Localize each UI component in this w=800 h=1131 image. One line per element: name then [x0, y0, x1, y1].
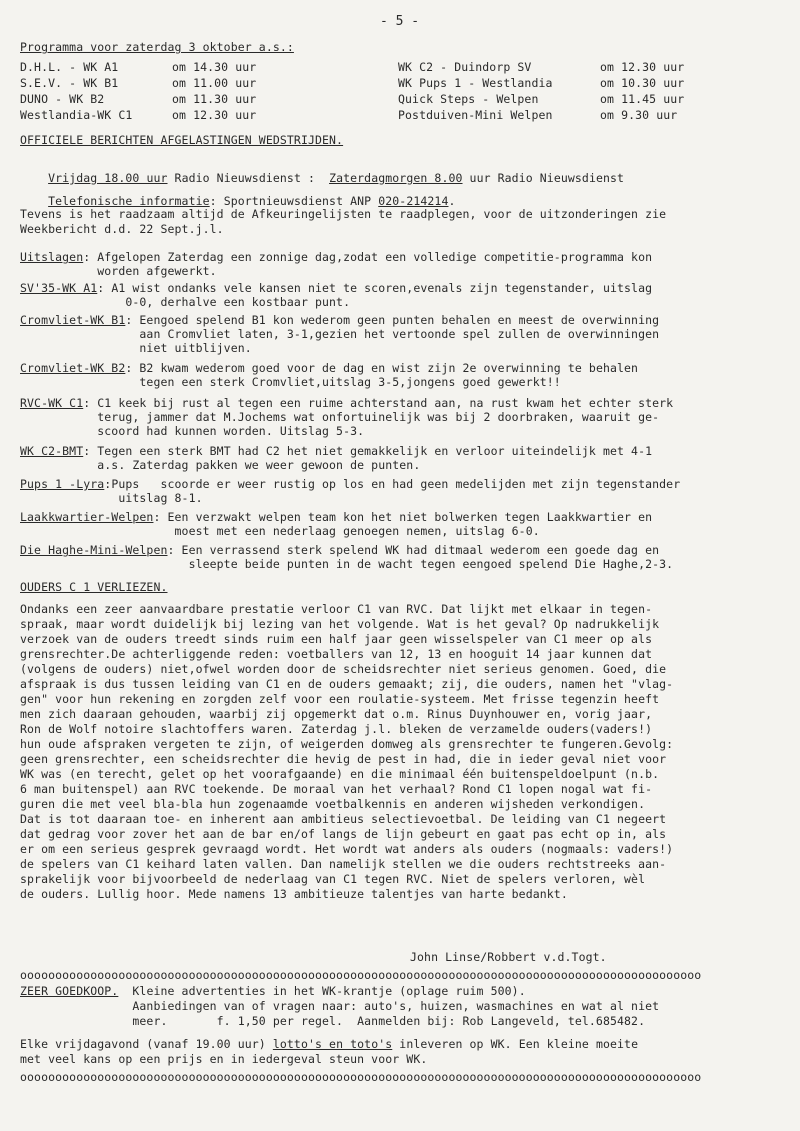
- advert-line: meer. f. 1,50 per regel. Aanmelden bij: Rob Langeveld, tel.685482.: [20, 1014, 646, 1028]
- result-item: [20, 281, 652, 295]
- result-item: [20, 250, 652, 264]
- result-text: : Tegen een sterk BMT had C2 het niet gemakkelijk en verloor uiteindelijk met 4-1: [83, 444, 653, 458]
- result-text: a.s. Zaterdag pakken we weer gewoon de punten.: [20, 458, 421, 472]
- article-line: de ouders. Lullig hoor. Mede namens 13 ambitieuze talentjes van harte bedankt.: [20, 887, 568, 901]
- lotto-text: inleveren op WK. Een kleine moeite: [392, 1037, 639, 1051]
- lotto-text: Elke vrijdagavond (vanaf 19.00 uur): [20, 1037, 273, 1051]
- separator-line: ooooooooooooooooooooooooooooooooooooooooooooooooooooooooooooooooooooooooooooooooooooooooooooooooo: [20, 968, 702, 982]
- radio-saturday: Zaterdagmorgen 8.00: [329, 171, 463, 185]
- lotto-line: [20, 1037, 638, 1051]
- result-text: : A1 wist ondanks vele kansen niet te scoren,evenals zijn tegenstander, uitslag: [97, 281, 653, 295]
- result-text: moest met een nederlaag genoegen nemen, uitslag 6-0.: [20, 524, 540, 538]
- result-text: : Een verzwakt welpen team kon het niet bolwerken tegen Laakkwartier en: [153, 510, 653, 524]
- advert-text: Kleine advertenties in het WK-krantje (oplage ruim 500).: [118, 984, 526, 998]
- match-row: WK C2 - Duindorp SV: [398, 60, 532, 74]
- result-item: [20, 510, 652, 524]
- advice-text: Weekbericht d.d. 22 Sept.j.l.: [20, 222, 224, 236]
- radio-friday: Vrijdag 18.00 uur: [48, 171, 168, 185]
- lotto-line: met veel kans op een prijs en in iedergeval steun voor WK.: [20, 1052, 428, 1066]
- article-line: Ondanks een zeer aanvaardbare prestatie verloor C1 van RVC. Dat lijkt met elkaar in tegen-: [20, 602, 653, 616]
- match-time: om 12.30 uur: [600, 60, 685, 74]
- phone-text: : Sportnieuwsdienst ANP: [209, 194, 379, 208]
- phone-label: Telefonische informatie: [48, 194, 210, 208]
- article-line: spraak, maar wordt duidelijk bij lezing van het volgende. Wat is het geval? Op nadrukkelijk: [20, 617, 660, 631]
- article-line: (volgens de ouders) niet,ofwel worden door de scheidsrechter niet serieus genomen. Goed, die: [20, 662, 667, 676]
- result-text: :Pups scoorde er weer rustig op los en had geen medelijden met zijn tegenstander: [104, 477, 681, 491]
- match-time: om 11.30 uur: [172, 92, 257, 106]
- result-label: Cromvliet-WK B2: [20, 361, 126, 375]
- match-row: WK Pups 1 - Westlandia: [398, 76, 553, 90]
- article-line: WK was (en terecht, gelet op het voorafgaande) en die minimaal één buitenspeldoelpunt (n.b.: [20, 767, 660, 781]
- article-line: de spelers van C1 keihard laten vallen. Dan namelijk stellen we die ouders rechtstreeks aan-: [20, 857, 667, 871]
- phone-end: .: [448, 194, 456, 208]
- result-text: tegen een sterk Cromvliet,uitslag 3-5,jongens goed gewerkt!!: [20, 375, 561, 389]
- article-line: Ron de Wolf notoire slachtoffers waren. Zaterdag j.l. bleken de verzamelde ouders(vaders!): [20, 722, 653, 736]
- result-label: SV'35-WK A1: [20, 281, 98, 295]
- result-item: [20, 444, 652, 458]
- lotto-underlined: lotto's en toto's: [272, 1037, 393, 1051]
- result-text: 0-0, derhalve een kostbaar punt.: [20, 295, 351, 309]
- article-line: hun oude afspraken vergeten te zijn, of weigerden domweg als grensrechter te fungeren.Gevolg:: [20, 737, 674, 751]
- match-row: D.H.L. - WK A1: [20, 60, 119, 74]
- advert-heading: ZEER GOEDKOOP.: [20, 984, 119, 998]
- result-text: : Een verrassend sterk spelend WK had ditmaal wederom een goede dag en: [167, 543, 660, 557]
- result-text: aan Cromvliet laten, 3-1,gezien het vertoonde spel zullen de overwinningen: [20, 327, 660, 341]
- result-text: : B2 kwam wederom goed voor de dag en wist zijn 2e overwinning te behalen: [125, 361, 639, 375]
- page-number: - 5 -: [380, 14, 420, 29]
- result-label: Laakkwartier-Welpen: [20, 510, 154, 524]
- article-line: er om een serieus gesprek gevraagd wordt. Het wordt wat anders als ouders (nogmaals: vaders!): [20, 842, 674, 856]
- result-label: Cromvliet-WK B1: [20, 313, 126, 327]
- article-signature: John Linse/Robbert v.d.Togt.: [410, 950, 607, 964]
- section-heading-berichten: OFFICIELE BERICHTEN AFGELASTINGEN WEDSTRIJDEN.: [20, 133, 344, 147]
- article-line: grensrechter.De achterliggende reden: voetballers van 12, 13 en hooguit 14 jaar kunnen dat: [20, 647, 653, 661]
- separator-line: ooooooooooooooooooooooooooooooooooooooooooooooooooooooooooooooooooooooooooooooooooooooooooooooooo: [20, 1070, 702, 1084]
- result-text: scoord had kunnen worden. Uitslag 5-3.: [20, 424, 365, 438]
- result-text: : Afgelopen Zaterdag een zonnige dag,zodat een volledige competitie-programma kon: [83, 250, 653, 264]
- article-line: afspraak is dus tussen leiding van C1 en de ouders gemaakt; zij, die ouders, namen het "vlag-: [20, 677, 674, 691]
- article-line: 6 man buitenspel) aan RVC toekende. De moraal van het verhaal? Rond C1 lopen nogal wat fi-: [20, 782, 653, 796]
- article-line: sprakelijk voor bijvoorbeeld de nederlaag van C1 tegen RVC. Niet de spelers verloren, wèl: [20, 872, 646, 886]
- result-item: [20, 477, 680, 491]
- result-text: niet uitblijven.: [20, 341, 252, 355]
- match-time: om 10.30 uur: [600, 76, 685, 90]
- advice-text: Tevens is het raadzaam altijd de Afkeuringelijsten te raadplegen, voor de uitzonderingen zie: [20, 207, 667, 221]
- advert-line: [20, 984, 526, 998]
- radio-friday-text: Radio Nieuwsdienst :: [167, 171, 330, 185]
- result-item: [20, 361, 638, 375]
- section-heading-programma: Programma voor zaterdag 3 oktober a.s.:: [20, 40, 294, 54]
- match-time: om 11.00 uur: [172, 76, 257, 90]
- article-line: Dat is tot daaraan toe- en inherent aan ambitieus selectievoetbal. De leiding van C1 negeert: [20, 812, 667, 826]
- article-line: men zich daaraan gehouden, waarbij zij opgemerkt dat o.m. Rinus Duynhouwer en, vorig jaar,: [20, 707, 653, 721]
- result-text: sleepte beide punten in de wacht tegen eengoed spelend Die Haghe,2-3.: [20, 557, 674, 571]
- result-text: worden afgewerkt.: [20, 264, 217, 278]
- result-item: [20, 396, 673, 410]
- result-label: WK C2-BMT: [20, 444, 84, 458]
- article-line: guren die met veel bla-bla hun zogenaamde voetbalkennis en anderen wijsheden verkondigen.: [20, 797, 646, 811]
- match-row: Westlandia-WK C1: [20, 108, 133, 122]
- article-line: verzoek van de ouders treedt sinds ruim een half jaar geen wisselspeler van C1 meer op als: [20, 632, 653, 646]
- advert-line: Aanbiedingen van of vragen naar: auto's, huizen, wasmachines en wat al niet: [20, 999, 660, 1013]
- match-row: Postduiven-Mini Welpen: [398, 108, 553, 122]
- section-heading-ouders: OUDERS C 1 VERLIEZEN.: [20, 580, 168, 594]
- match-row: Quick Steps - Welpen: [398, 92, 539, 106]
- result-text: uitslag 8-1.: [20, 491, 203, 505]
- match-row: DUNO - WK B2: [20, 92, 105, 106]
- result-text: terug, jammer dat M.Jochems wat onfortuinelijk was bij 2 doorbraken, waaruit ge-: [20, 410, 660, 424]
- article-line: gen" voor hun rekening en zorgden zelf voor een roulatie-systeem. Met frisse tegenzin heeft: [20, 692, 660, 706]
- result-item: [20, 313, 659, 327]
- result-text: : C1 keek bij rust al tegen een ruime achterstand aan, na rust kwam het echter sterk: [83, 396, 674, 410]
- result-label: Uitslagen: [20, 250, 84, 264]
- match-row: S.E.V. - WK B1: [20, 76, 119, 90]
- result-label: RVC-WK C1: [20, 396, 84, 410]
- match-time: om 9.30 uur: [600, 108, 678, 122]
- result-text: : Eengoed spelend B1 kon wederom geen punten behalen en meest de overwinning: [125, 313, 660, 327]
- match-time: om 12.30 uur: [172, 108, 257, 122]
- result-label: Die Haghe-Mini-Welpen: [20, 543, 168, 557]
- result-item: [20, 543, 659, 557]
- phone-number: 020-214214: [378, 194, 449, 208]
- match-time: om 14.30 uur: [172, 60, 257, 74]
- radio-saturday-text: uur Radio Nieuwsdienst: [462, 171, 625, 185]
- article-line: geen grensrechter, een scheidsrechter die hevig de pest in had, die in ieder geval niet voor: [20, 752, 667, 766]
- result-label: Pups 1 -Lyra: [20, 477, 105, 491]
- article-line: dat gedrag voor zover het aan de bar en/of langs de lijn gebeurt en gaat pas echt op in, als: [20, 827, 667, 841]
- match-time: om 11.45 uur: [600, 92, 685, 106]
